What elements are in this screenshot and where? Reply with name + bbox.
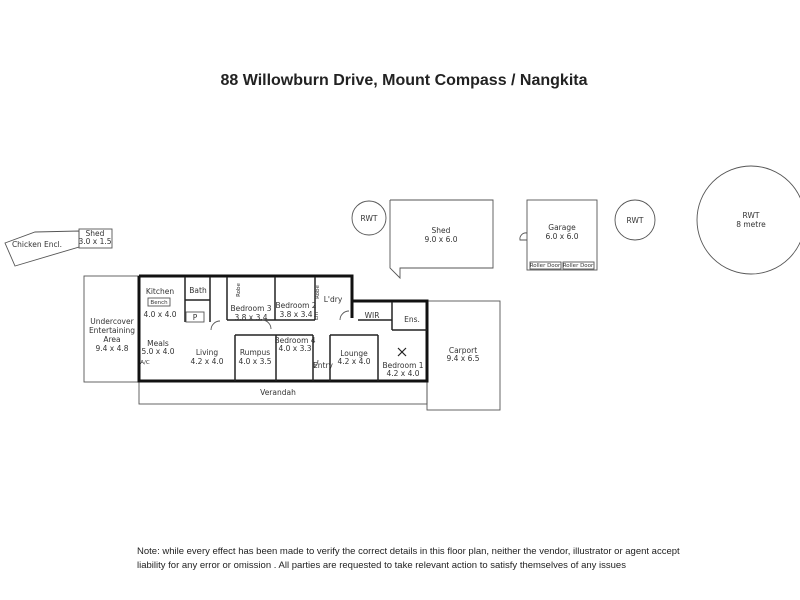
rwt-tank-1	[352, 201, 386, 235]
svg-text:Bedroom 4: Bedroom 4	[274, 336, 316, 345]
svg-text:6.0 x 6.0: 6.0 x 6.0	[545, 232, 579, 241]
svg-text:RWT: RWT	[742, 211, 760, 220]
svg-text:9.4 x 6.5: 9.4 x 6.5	[446, 354, 480, 363]
room-lounge	[337, 349, 370, 366]
svg-text:RWT: RWT	[626, 216, 644, 225]
svg-text:Entertaining: Entertaining	[88, 326, 136, 335]
svg-text:Rumpus: Rumpus	[239, 348, 271, 357]
room-ensuite: Ens.	[404, 315, 420, 324]
garage	[520, 200, 597, 270]
room-rumpus	[238, 348, 271, 366]
page-title: 88 Willowburn Drive, Mount Compass / Nangkita	[220, 72, 588, 89]
svg-text:Garage: Garage	[548, 223, 576, 232]
svg-text:Lounge: Lounge	[340, 349, 368, 358]
rwt-tank-3	[697, 166, 800, 274]
room-bedroom-4	[274, 336, 315, 353]
carport	[427, 301, 500, 410]
svg-text:A/C: A/C	[140, 360, 150, 366]
svg-text:4.0 x 3.5: 4.0 x 3.5	[238, 357, 272, 366]
room-kitchen	[143, 287, 176, 319]
verandah	[139, 381, 427, 404]
svg-text:Meals: Meals	[147, 339, 169, 348]
svg-text:Bedroom 1: Bedroom 1	[382, 361, 424, 370]
room-bedroom-3	[230, 282, 271, 322]
svg-text:Verandah: Verandah	[260, 388, 296, 397]
room-bedroom-2	[275, 284, 321, 320]
room-laundry: L'dry	[323, 295, 343, 304]
chicken-enclosure	[5, 231, 79, 266]
svg-text:4.2 x 4.0: 4.2 x 4.0	[190, 357, 224, 366]
ceiling-fan-icon	[398, 348, 406, 356]
svg-text:3.8 x 3.4: 3.8 x 3.4	[234, 313, 268, 322]
room-wir: WIR	[364, 311, 380, 320]
svg-text:P: P	[192, 313, 198, 322]
svg-text:4.2 x 4.0: 4.2 x 4.0	[386, 369, 420, 378]
svg-text:Area: Area	[103, 335, 121, 344]
svg-text:Bedroom 2: Bedroom 2	[275, 301, 317, 310]
roller-door-label: Roller Door	[562, 263, 594, 269]
svg-text:Undercover: Undercover	[90, 317, 134, 326]
svg-text:4.0 x 4.0: 4.0 x 4.0	[143, 310, 177, 319]
svg-text:5.0 x 4.0: 5.0 x 4.0	[141, 347, 175, 356]
svg-text:Shed: Shed	[431, 226, 451, 235]
room-bath: Bath	[189, 286, 207, 295]
room-entry: Entry	[313, 361, 333, 370]
svg-text:9.4 x 4.8: 9.4 x 4.8	[95, 344, 129, 353]
svg-text:Bedroom 3: Bedroom 3	[230, 304, 272, 313]
small-shed	[78, 229, 112, 248]
svg-text:9.0 x 6.0: 9.0 x 6.0	[424, 235, 458, 244]
svg-text:Robe: Robe	[236, 283, 242, 297]
shed	[390, 200, 493, 278]
pantry	[186, 312, 204, 322]
svg-text:Carport: Carport	[448, 346, 478, 355]
svg-text:Living: Living	[195, 348, 219, 357]
room-bedroom-1	[382, 348, 423, 378]
undercover-area	[84, 276, 139, 382]
room-living	[190, 348, 223, 366]
room-meals	[140, 339, 174, 366]
svg-text:Robe: Robe	[315, 285, 321, 299]
svg-text:Lin: Lin	[314, 311, 320, 321]
disclaimer-note: Note: while every effect has been made to verify the correct details in this floor plan, neither the vendor, illustrator or agent accept liability for any error or omission . All parties are requested to take relevant action to satisfy themselves of any issues	[137, 546, 680, 571]
svg-text:3.0 x 1.5: 3.0 x 1.5	[78, 237, 112, 246]
rwt-tank-2	[615, 200, 655, 240]
svg-text:Chicken Encl.: Chicken Encl.	[11, 240, 63, 249]
roller-door-label: Roller Door	[529, 263, 561, 269]
svg-text:RWT: RWT	[360, 214, 378, 223]
svg-text:8 metre: 8 metre	[736, 220, 766, 229]
svg-text:4.2 x 4.0: 4.2 x 4.0	[337, 357, 371, 366]
svg-text:4.0 x 3.3: 4.0 x 3.3	[278, 344, 312, 353]
svg-text:Shed: Shed	[85, 229, 105, 238]
svg-text:Bench: Bench	[150, 300, 168, 306]
svg-text:3.8 x 3.4: 3.8 x 3.4	[279, 310, 313, 319]
svg-text:Kitchen: Kitchen	[145, 287, 175, 296]
